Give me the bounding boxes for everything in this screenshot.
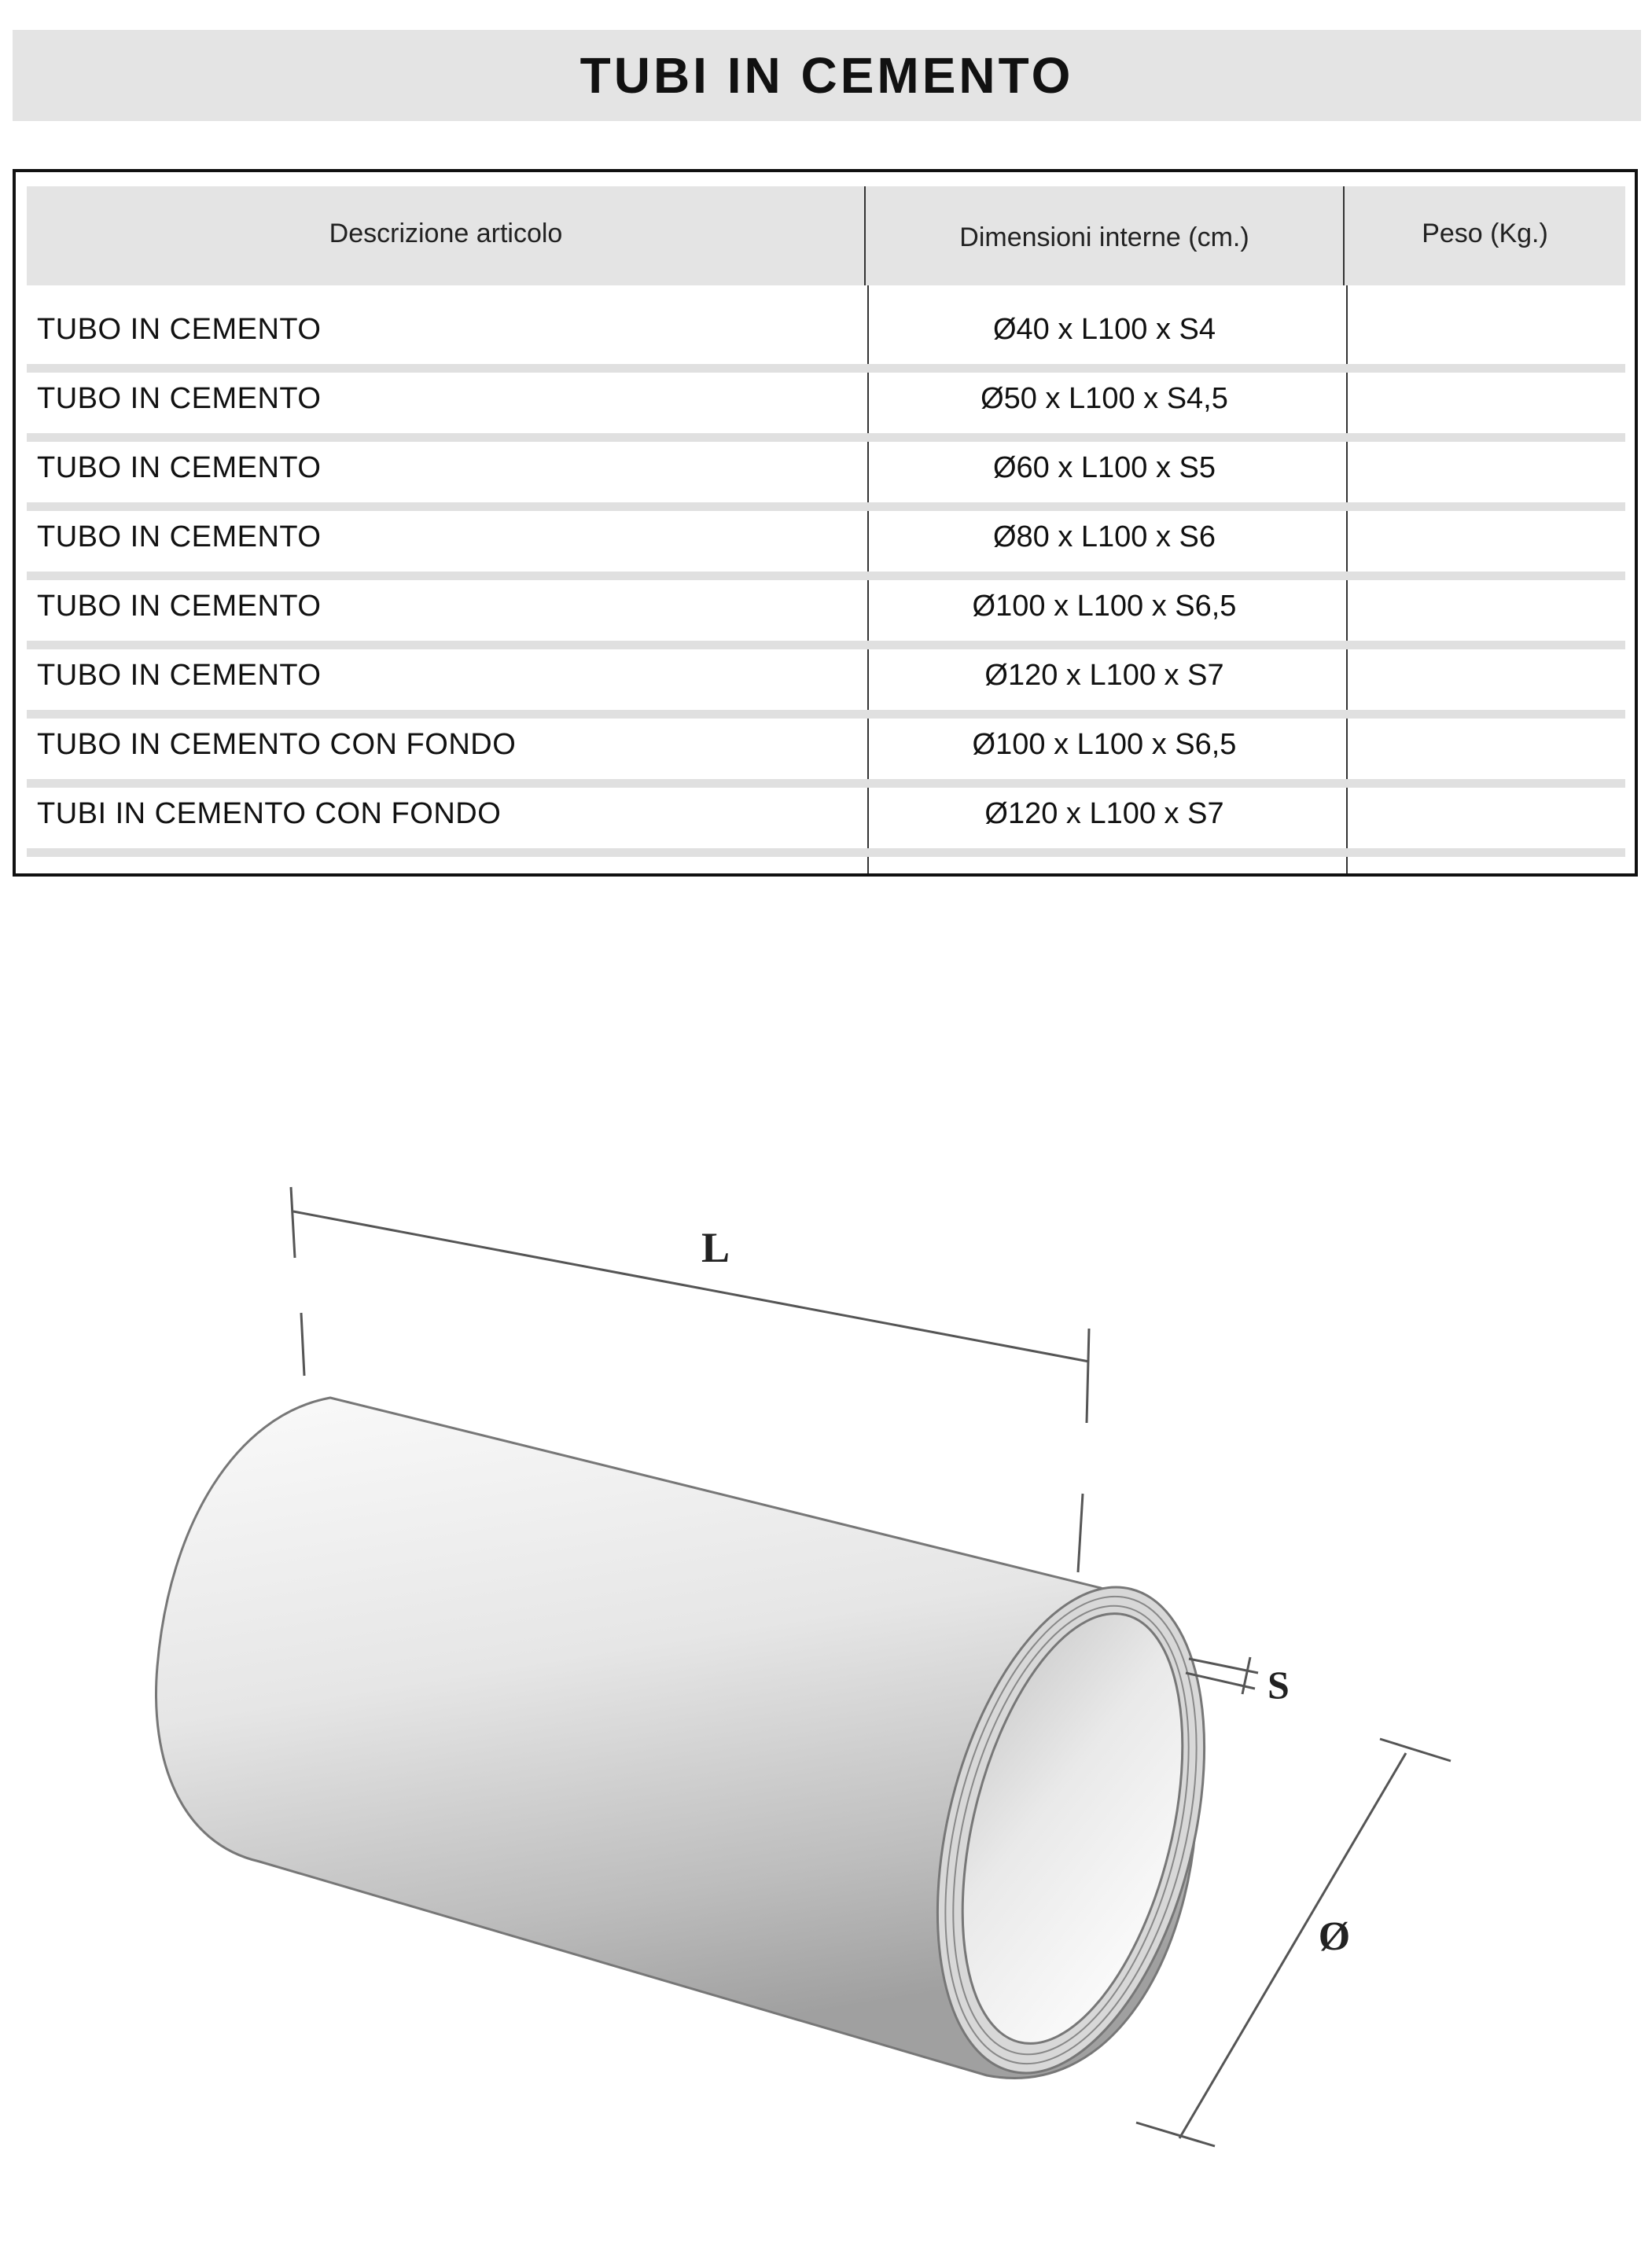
row-separator — [27, 364, 1625, 373]
row-separator — [27, 433, 1625, 442]
row-dimensions: Ø80 x L100 x S6 — [992, 520, 1216, 553]
row-dimensions: Ø60 x L100 x S5 — [992, 451, 1216, 484]
table-row — [27, 511, 1625, 580]
row-description: TUBO IN CEMENTO — [37, 313, 322, 346]
row-description: TUBO IN CEMENTO — [37, 659, 322, 692]
table-row — [27, 719, 1625, 788]
row-description: TUBO IN CEMENTO CON FONDO — [37, 728, 517, 761]
column-divider — [1343, 186, 1345, 285]
length-label: L — [701, 1224, 730, 1271]
table-row — [27, 442, 1625, 511]
title-band — [13, 30, 1641, 121]
row-dimensions: Ø120 x L100 x S7 — [984, 659, 1224, 692]
table-row — [27, 580, 1625, 649]
row-separator — [27, 502, 1625, 511]
row-separator — [27, 572, 1625, 580]
pipe-diagram — [0, 1101, 1652, 2264]
row-description: TUBO IN CEMENTO — [37, 451, 322, 484]
row-description: TUBO IN CEMENTO — [37, 382, 322, 415]
thickness-label: S — [1268, 1663, 1290, 1707]
row-description: TUBI IN CEMENTO CON FONDO — [37, 797, 502, 830]
row-separator — [27, 779, 1625, 788]
row-dimensions: Ø100 x L100 x S6,5 — [972, 590, 1237, 623]
row-separator — [27, 848, 1625, 857]
table-row — [27, 649, 1625, 719]
table-row — [27, 373, 1625, 442]
row-dimensions: Ø120 x L100 x S7 — [984, 797, 1224, 830]
row-dimensions: Ø40 x L100 x S4 — [992, 313, 1216, 346]
table-row — [27, 788, 1625, 857]
diameter-label: Ø — [1318, 1914, 1351, 1959]
header-description: Descrizione articolo — [329, 219, 563, 248]
table-row — [27, 303, 1625, 373]
page-title: TUBI IN CEMENTO — [579, 47, 1074, 104]
row-description: TUBO IN CEMENTO — [37, 520, 322, 553]
column-divider — [864, 186, 866, 285]
header-weight: Peso (Kg.) — [1422, 219, 1548, 248]
pipe-body — [156, 1398, 1250, 2101]
header-dimensions: Dimensioni interne (cm.) — [959, 222, 1249, 252]
row-dimensions: Ø50 x L100 x S4,5 — [981, 382, 1228, 415]
row-separator — [27, 710, 1625, 719]
row-separator — [27, 641, 1625, 649]
row-dimensions: Ø100 x L100 x S6,5 — [972, 728, 1237, 761]
row-description: TUBO IN CEMENTO — [37, 590, 322, 623]
